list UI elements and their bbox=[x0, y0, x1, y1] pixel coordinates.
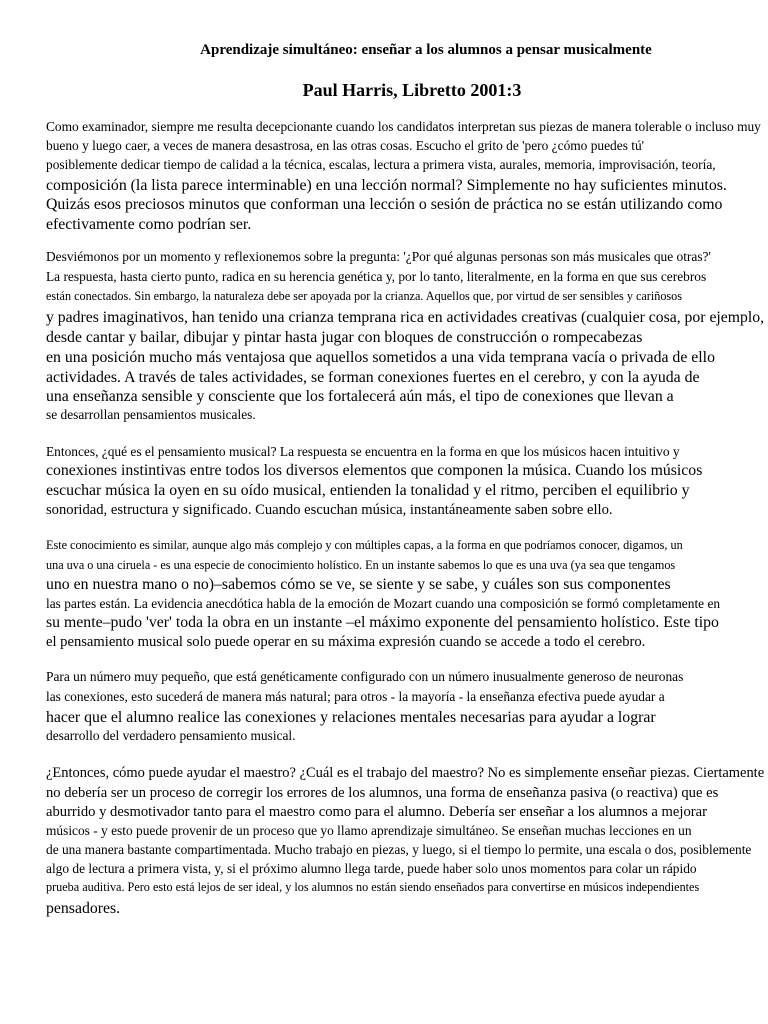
paragraph-1-line-6: efectivamente como podrían ser. bbox=[46, 216, 252, 233]
paragraph-2-line-7: actividades. A través de tales actividades, se forman conexiones fuertes en el cerebro, y con la ayuda de bbox=[46, 369, 700, 386]
paragraph-6-line-6: algo de lectura a primera vista, y, si el próximo alumno llega tarde, puede haber solo unos momentos para colar un rápido bbox=[46, 861, 697, 876]
paragraph-1-line-4: composición (la lista parece interminable) en una lección normal? Simplemente no hay suficientes minutos. bbox=[46, 177, 727, 194]
paragraph-2-line-2: La respuesta, hasta cierto punto, radica en su herencia genética y, por lo tanto, literalmente, en la forma en que sus cerebros bbox=[46, 269, 707, 284]
paragraph-2-line-3: están conectados. Sin embargo, la naturaleza debe ser apoyada por la crianza. Aquellos que, por virtud de ser sensibles y cariñosos bbox=[46, 289, 683, 303]
paragraph-5-line-2: las conexiones, esto sucederá de manera más natural; para otros - la mayoría - la enseñanza efectiva puede ayudar a bbox=[46, 689, 665, 704]
paragraph-3-line-2: conexiones instintivas entre todos los diversos elementos que componen la música. Cuando los músicos bbox=[46, 462, 703, 479]
paragraph-2-line-8: una enseñanza sensible y consciente que los fortalecerá aún más, el tipo de conexiones que llevan a bbox=[46, 388, 674, 405]
paragraph-1-line-3: posiblemente dedicar tiempo de calidad a la técnica, escalas, lectura a primera vista, aurales, memoria, improvisación, teoría, bbox=[46, 157, 716, 172]
paragraph-4-line-1: Este conocimiento es similar, aunque algo más complejo y con múltiples capas, a la forma en que podríamos conocer, digamos, un bbox=[46, 538, 683, 552]
paragraph-4-line-5: su mente–pudo 'ver' toda la obra en un instante –el máximo exponente del pensamiento holístico. Este tipo bbox=[46, 614, 719, 631]
paragraph-5-line-4: desarrollo del verdadero pensamiento musical. bbox=[46, 728, 296, 743]
paragraph-6-line-7: prueba auditiva. Pero esto está lejos de ser ideal, y los alumnos no están siendo enseñados para convertirse en músicos independientes bbox=[46, 880, 700, 894]
paragraph-4-line-6: el pensamiento musical solo puede operar en su máxima expresión cuando se accede a todo el cerebro. bbox=[46, 634, 646, 650]
paragraph-1-line-2: bueno y luego caer, a veces de manera desastrosa, en las otras cosas. Escucho el grito de 'pero ¿cómo puedes tú' bbox=[46, 138, 645, 153]
paragraph-3-line-4: sonoridad, estructura y significado. Cuando escuchan música, instantáneamente saben sobre ello. bbox=[46, 502, 613, 518]
paragraph-4-line-2: una uva o una ciruela - es una especie de conocimiento holístico. En un instante sabemos lo que es una uva (ya sea que tengamos bbox=[46, 558, 676, 572]
document-subtitle: Paul Harris, Libretto 2001:3 bbox=[302, 80, 522, 100]
paragraph-4-line-3: uno en nuestra mano o no)–sabemos cómo se ve, se siente y se sabe, y cuáles son sus componentes bbox=[46, 576, 671, 593]
paragraph-6-line-3: aburrido y desmotivador tanto para el maestro como para el alumno. Debería ser enseñar a los alumnos a mejorar bbox=[46, 804, 707, 820]
paragraph-6-line-1: ¿Entonces, cómo puede ayudar el maestro? ¿Cuál es el trabajo del maestro? No es simplemente enseñar piezas. Ciertamente bbox=[46, 765, 765, 781]
paragraph-3-line-3: escuchar música la oyen en su oído musical, entienden la tonalidad y el ritmo, perciben el equilibrio y bbox=[46, 482, 690, 499]
paragraph-5-line-3: hacer que el alumno realice las conexiones y relaciones mentales necesarias para ayudar a lograr bbox=[46, 709, 656, 726]
paragraph-2-line-4: y padres imaginativos, han tenido una crianza temprana rica en actividades creativas (cualquier cosa, por ejemplo, bbox=[46, 309, 765, 326]
paragraph-6-line-2: no debería ser un proceso de corregir los errores de los alumnos, una forma de enseñanza pasiva (o reactiva) que es bbox=[46, 785, 719, 801]
paragraph-2-line-1: Desviémonos por un momento y reflexionemos sobre la pregunta: '¿Por qué algunas personas son más musicales que otras?' bbox=[46, 249, 711, 264]
paragraph-6-line-8: pensadores. bbox=[46, 900, 121, 917]
paragraph-3-line-1: Entonces, ¿qué es el pensamiento musical? La respuesta se encuentra en la forma en que los músicos hacen intuitivo y bbox=[46, 444, 680, 459]
paragraph-4-line-4: las partes están. La evidencia anecdótica habla de la emoción de Mozart cuando una composición se formó completamente en bbox=[46, 596, 721, 611]
document-title: Aprendizaje simultáneo: enseñar a los alumnos a pensar musicalmente bbox=[200, 42, 652, 58]
paragraph-2-line-5: desde cantar y bailar, dibujar y pintar hasta jugar con bloques de construcción o rompecabezas bbox=[46, 329, 643, 346]
paragraph-1-line-5: Quizás esos preciosos minutos que conforman una lección o sesión de práctica no se están utilizando como bbox=[46, 196, 723, 213]
paragraph-1-line-1: Como examinador, siempre me resulta decepcionante cuando los candidatos interpretan sus piezas de manera tolerable o incluso muy bbox=[46, 119, 761, 134]
paragraph-5-line-1: Para un número muy pequeño, que está genéticamente configurado con un número inusualmente generoso de neuronas bbox=[46, 669, 684, 684]
paragraph-2-line-6: en una posición mucho más ventajosa que aquellos sometidos a una vida temprana vacía o privada de ello bbox=[46, 349, 715, 366]
paragraph-2-line-9: se desarrollan pensamientos musicales. bbox=[46, 407, 256, 422]
paragraph-6-line-4: músicos - y esto puede provenir de un proceso que yo llamo aprendizaje simultáneo. Se enseñan muchas lecciones en un bbox=[46, 823, 692, 838]
paragraph-6-line-5: de una manera bastante compartimentada. Mucho trabajo en piezas, y luego, si el tiempo lo permite, una escala o dos, posiblemente bbox=[46, 842, 752, 857]
